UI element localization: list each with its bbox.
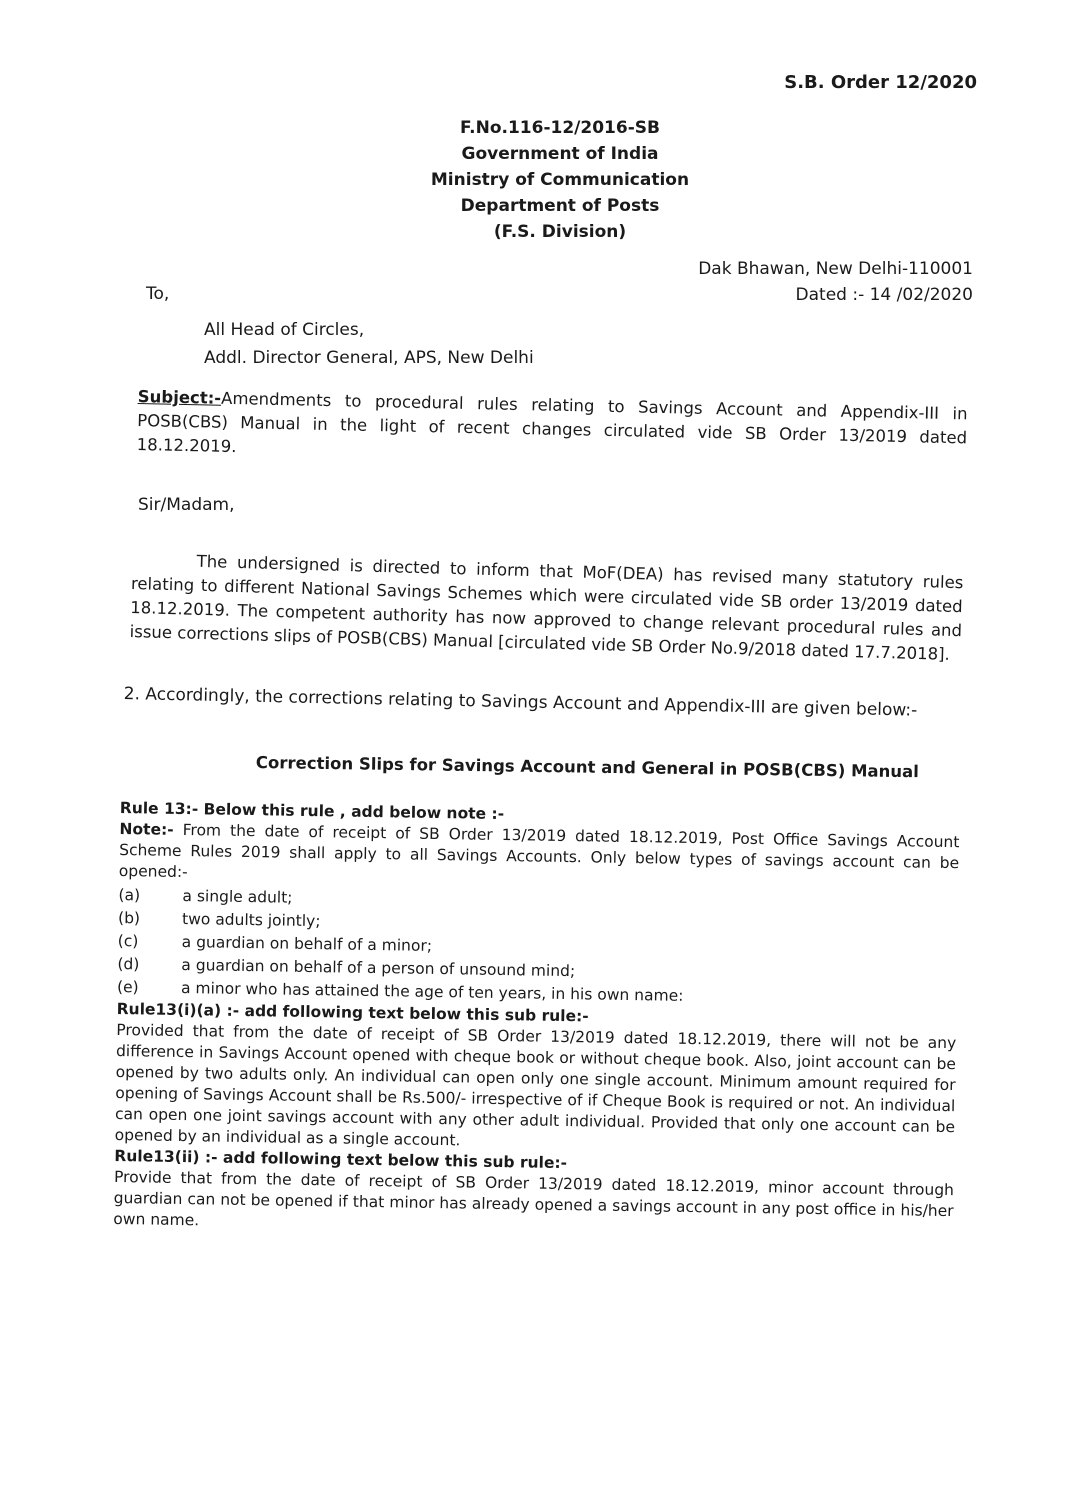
list-marker: (d) (117, 954, 140, 974)
place: Dak Bhawan, New Delhi-110001 (698, 259, 973, 279)
division: (F.S. Division) (493, 222, 627, 242)
correction-slips-title: Correction Slips for Savings Account and General in POSB(CBS) Manual (255, 753, 920, 782)
subject-label: Subject:- (137, 386, 222, 408)
to-label: To, (146, 284, 170, 304)
note-text: From the date of receipt of SB Order 13/2019 dated 18.12.2019, Post Office Savings Account Scheme Rules 2019 shall apply to all Savings Accounts. Only below types of savings account can be opened:- (118, 820, 960, 882)
letter-header (0, 115, 1065, 245)
rules-section (113, 798, 960, 1243)
rule-13ii-heading: Rule13(ii) :- add following text below this sub rule:- (114, 1146, 568, 1173)
list-marker: (e) (116, 977, 139, 997)
paragraph-1: The undersigned is directed to inform that MoF(DEA) has revised many statutory rules relating to different National Savings Schemes which were circulated vide SB order 13/2019 dated 18.12.2019. The competent authority has now approved to change relevant procedural rules and issue corrections slips of POSB(CBS) Manual [circulated vide SB Order No.9/2018 dated 17.7.2018]. (129, 551, 964, 664)
government: Government of India (461, 144, 659, 164)
rule-13ia-text: Provided that from the date of receipt of SB Order 13/2019 dated 18.12.2019, there will not be any difference in Savings Account opened with cheque book or without cheque book. Also, joint account can be opened by two adults only. An individual can open only one single account. Minimum amount required for opening of Savings Account shall be Rs.500/- irrespective of if Cheque Book is required or not. An individual can open one joint savings account with any other adult individual. Provided that only one account can be opened by an individual as a single account. (114, 1020, 957, 1150)
list-text: two adults jointly; (181, 909, 321, 931)
department: Department of Posts (460, 196, 660, 216)
paragraph-2: 2. Accordingly, the corrections relating to Savings Account and Appendix-III are given below:- (123, 684, 918, 721)
file-number: F.No.116-12/2016-SB (460, 118, 660, 138)
place-and-date (698, 256, 973, 308)
ministry: Ministry of Communication (430, 170, 690, 190)
list-text: a minor who has attained the age of ten years, in his own name: (180, 978, 684, 1005)
addressees (204, 316, 534, 372)
list-marker: (b) (117, 908, 141, 928)
salutation: Sir/Madam, (138, 495, 235, 515)
rule-13-heading: Rule 13:- Below this rule , add below note :- (119, 798, 505, 824)
addressee: All Head of Circles, (204, 320, 365, 340)
dated: Dated :- 14 /02/2020 (795, 285, 973, 305)
addressee: Addl. Director General, APS, New Delhi (204, 348, 534, 368)
subject (136, 385, 967, 474)
subject-text: Amendments to procedural rules relating to Savings Account and Appendix-III in POSB(CBS) Manual in the light of recent changes circulated vide SB Order 13/2019 dated 18.12.2019. (136, 388, 968, 457)
list-text: a guardian on behalf of a minor; (181, 932, 433, 955)
rule-13-note (119, 819, 960, 895)
list-text: a single adult; (182, 886, 293, 907)
list-marker: (a) (118, 885, 141, 905)
rule-13ii-text: Provide that from the date of receipt of SB Order 13/2019 dated 18.12.2019, minor account through guardian can not be opened if that minor has already opened a savings account in any post office in his/her own name. (113, 1167, 955, 1230)
list-text: a guardian on behalf of a person of unsound mind; (181, 955, 576, 981)
rule-13ia-heading: Rule13(i)(a) :- add following text below this sub rule:- (116, 999, 589, 1026)
order-number: S.B. Order 12/2020 (784, 72, 977, 93)
note-label: Note:- (119, 819, 174, 839)
account-types-list (117, 884, 959, 1012)
list-marker: (c) (117, 931, 139, 951)
